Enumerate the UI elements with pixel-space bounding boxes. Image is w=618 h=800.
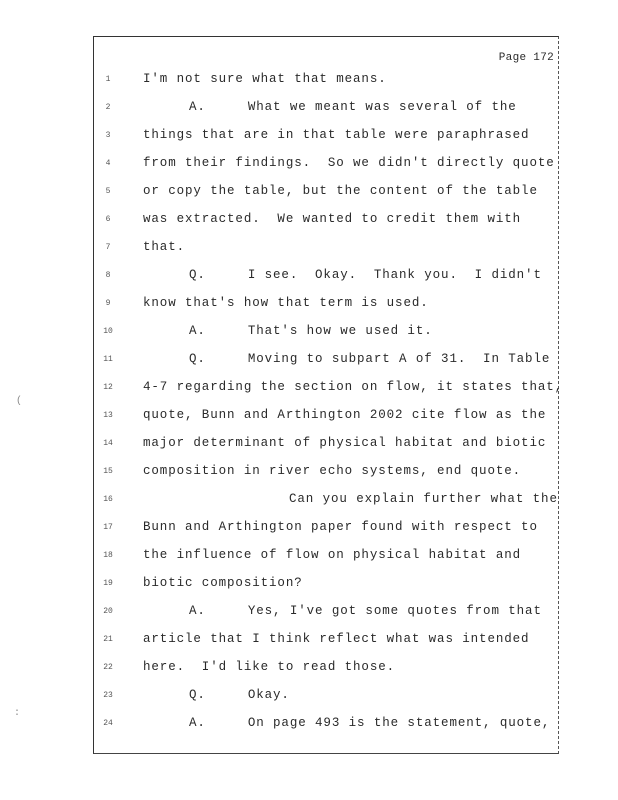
transcript-line [0,436,618,456]
line-number: 13 [103,411,113,420]
line-content: What we meant was several of the [247,100,517,114]
transcript-line [0,688,618,708]
line-text: composition in river echo systems, end quote. [143,464,522,478]
transcript-line [0,240,618,260]
line-number: 19 [103,579,113,588]
line-number: 24 [103,719,113,728]
line-number: 8 [105,271,111,280]
line-number: 20 [103,607,113,616]
speaker-label: Q. [189,352,206,366]
transcript-line [0,520,618,540]
line-number: 5 [105,187,111,196]
line-number: 11 [103,355,113,364]
speaker-label: A. [189,100,206,114]
transcript-line [0,576,618,596]
line-number: 1 [105,75,111,84]
line-number: 18 [103,551,113,560]
line-text: 4-7 regarding the section on flow, it states that, [143,380,564,394]
line-number: 15 [103,467,113,476]
line-content: Okay. [247,688,290,702]
line-text: here. I'd like to read those. [143,660,396,674]
line-content: I see. Okay. Thank you. I didn't [247,268,542,282]
speaker-label: A. [189,324,206,338]
line-text: major determinant of physical habitat and biotic [143,436,547,450]
line-number: 17 [103,523,113,532]
line-text: know that's how that term is used. [143,296,429,310]
scan-mark: : [14,708,21,719]
line-number: 6 [105,215,111,224]
line-text: I'm not sure what that means. [143,72,387,86]
line-text: that. [143,240,186,254]
transcript-line [0,212,618,232]
speaker-label: A. [189,604,206,618]
line-number: 12 [103,383,113,392]
line-text [189,716,550,730]
line-number: 23 [103,691,113,700]
transcript-line [0,184,618,204]
transcript-line [0,100,618,120]
line-number: 10 [103,327,113,336]
line-number: 7 [105,243,111,252]
line-text [189,268,542,282]
line-number: 4 [105,159,111,168]
line-number: 2 [105,103,111,112]
line-text: Bunn and Arthington paper found with respect to [143,520,538,534]
speaker-label: Q. [189,268,206,282]
line-number: 9 [105,299,111,308]
line-number: 3 [105,131,111,140]
line-number: 14 [103,439,113,448]
line-content: On page 493 is the statement, quote, [247,716,551,730]
line-text: biotic composition? [143,576,303,590]
transcript-line [0,408,618,428]
line-number: 21 [103,635,113,644]
line-text: Can you explain further what the [289,492,558,506]
line-text: quote, Bunn and Arthington 2002 cite flow as the [143,408,547,422]
line-text [189,352,550,366]
transcript-line [0,632,618,652]
speaker-label: Q. [189,688,206,702]
line-text: the influence of flow on physical habitat and [143,548,522,562]
line-text [189,100,517,114]
line-text [189,324,433,338]
line-text: from their findings. So we didn't directly quote [143,156,555,170]
transcript-line [0,72,618,92]
line-text: article that I think reflect what was intended [143,632,530,646]
page-number: Page 172 [498,52,554,64]
line-content: Yes, I've got some quotes from that [247,604,542,618]
line-number: 22 [103,663,113,672]
line-text: things that are in that table were paraphrased [143,128,530,142]
transcript-line [0,268,618,288]
speaker-label: A. [189,716,206,730]
transcript-line [0,352,618,372]
line-number: 16 [103,495,113,504]
line-text [189,604,542,618]
transcript-line [0,660,618,680]
line-text: or copy the table, but the content of the table [143,184,538,198]
transcript-line [0,324,618,344]
transcript-line [0,128,618,148]
transcript-line [0,548,618,568]
line-text: was extracted. We wanted to credit them with [143,212,522,226]
transcript-line [0,464,618,484]
transcript-line [0,296,618,316]
transcript-line [0,716,618,736]
transcript-line [0,156,618,176]
transcript-line [0,604,618,624]
line-content: Moving to subpart A of 31. In Table [247,352,551,366]
transcript-line [0,492,618,512]
transcript-line [0,380,618,400]
scan-mark: ( [16,396,23,407]
line-text [189,688,290,702]
line-content: That's how we used it. [247,324,433,338]
